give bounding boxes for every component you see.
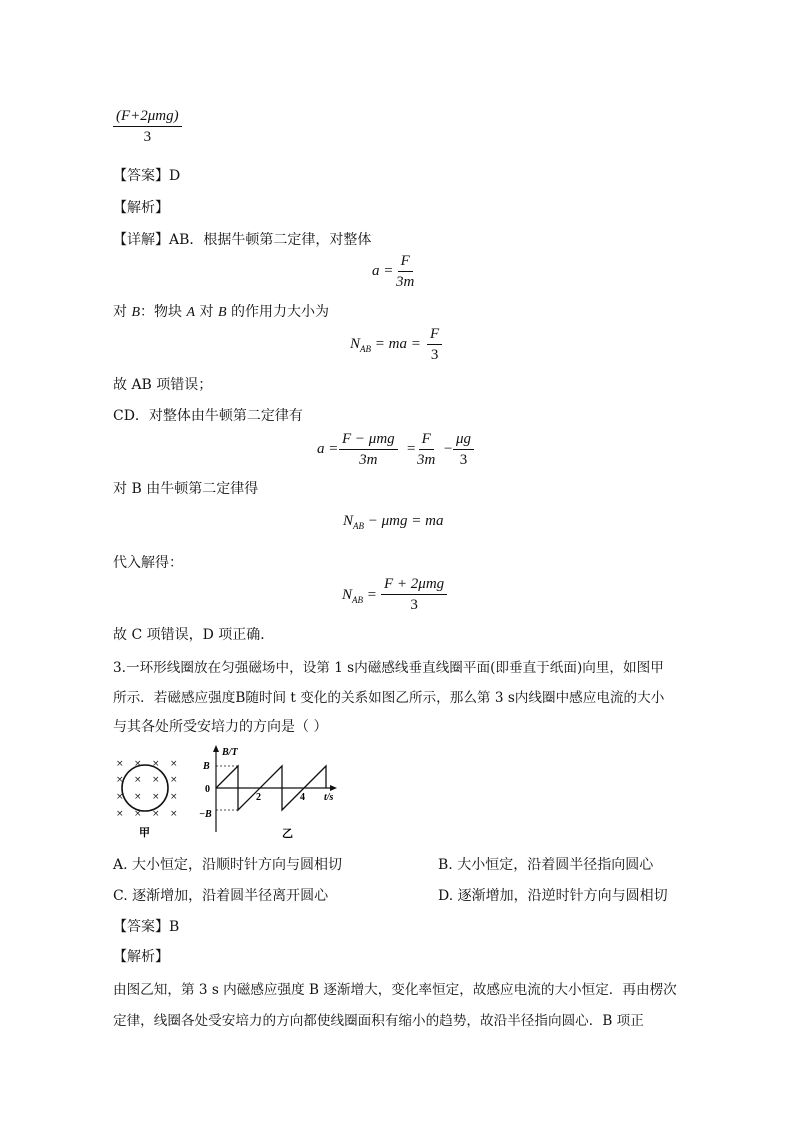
svg-text:×: ×: [152, 775, 160, 785]
svg-text:×: ×: [116, 809, 124, 819]
eq2-mid: = ma =: [371, 336, 421, 352]
eq3-fraction-2: [417, 431, 435, 468]
top-fraction-numerator: (F+2μmg): [113, 108, 182, 127]
equation-1: [372, 254, 394, 279]
top-fraction: [113, 108, 182, 145]
eq2-lhs: N: [350, 336, 361, 352]
svg-text:×: ×: [134, 759, 142, 769]
q3-stem-line-2: 所示．若磁感应强度B随时间 t 变化的关系如图乙所示，那么第 3 s内线圈中感应电流的大小: [113, 690, 665, 706]
detail-label: 【详解】: [113, 232, 169, 248]
option-a: A. 大小恒定，沿顺时针方向与圆相切: [113, 857, 343, 873]
svg-text:×: ×: [134, 775, 142, 785]
q3-stem-line-3: 与其各处所受安培力的方向是（ ）: [113, 719, 328, 735]
eq3-num2: F: [419, 431, 434, 450]
line-b-B2: B: [217, 305, 227, 320]
eq1-lhs: a =: [372, 263, 394, 279]
eq2-num: F: [427, 326, 442, 345]
figure-jia-caption: 甲: [139, 826, 150, 839]
svg-text:×: ×: [152, 792, 160, 802]
q2-ab-wrong: 故 AB 项错误；: [113, 377, 213, 393]
eq4-sub: AB: [353, 521, 365, 531]
equation-5: [342, 587, 377, 605]
eq3-num1: F − μmg: [339, 431, 398, 450]
svg-text:×: ×: [116, 775, 124, 785]
q2-cd-line: CD．对整体由牛顿第二定律有: [113, 408, 303, 424]
equation-2: [350, 336, 421, 354]
eq3-den3: 3: [459, 452, 468, 468]
eq4-lhs: N: [343, 513, 354, 529]
eq5-den: 3: [410, 597, 418, 613]
line-b-mid2: 对: [195, 304, 218, 320]
eq3-fraction-3: [453, 431, 474, 468]
equation-4: [343, 513, 443, 531]
svg-text:×: ×: [170, 775, 178, 785]
svg-text:×: ×: [170, 809, 178, 819]
q3-stem-line-1: 3.一环形线圈放在匀强磁场中，设第 1 s内磁感线垂直线圈平面(即垂直于纸面)向里，如图甲: [113, 660, 664, 676]
eq3-den2: 3m: [417, 452, 436, 468]
eq3-equals: =: [406, 441, 417, 457]
eq5-num: F + 2μmg: [381, 576, 447, 595]
svg-text:×: ×: [170, 792, 178, 802]
q2-conclusion: 故 C 项错误，D 项正确．: [113, 627, 275, 643]
q3-answer-label: 【答案】: [113, 919, 169, 935]
eq4-rest: − μmg = ma: [364, 513, 444, 529]
y-axis-arrow: [213, 745, 219, 752]
tick-2: 2: [256, 792, 261, 803]
figure-jia: [110, 752, 190, 842]
svg-text:×: ×: [116, 792, 124, 802]
q3-analysis-line-1: 由图乙知，第 3 s 内磁感应强度 B 逐渐增大，变化率恒定，故感应电流的大小恒定．再由楞次: [113, 982, 677, 998]
tick-negB: −B: [199, 809, 212, 820]
tick-4: 4: [300, 792, 305, 803]
q3-answer: [113, 916, 179, 936]
top-fraction-denominator: 3: [143, 129, 152, 145]
q3-analysis-label: 【解析】: [113, 949, 169, 965]
eq2-fraction: [427, 326, 442, 363]
q2-substitute: 代入解得：: [113, 555, 183, 571]
svg-text:×: ×: [116, 759, 124, 769]
eq3-num3: μg: [453, 431, 474, 450]
line-b-prefix: 对: [113, 304, 132, 320]
line-b-A: A: [186, 305, 196, 320]
eq3-lhs: a =: [317, 441, 339, 457]
q2-analysis-label: 【解析】: [113, 200, 169, 216]
detail-text: AB．根据牛顿第二定律，对整体: [169, 232, 372, 248]
eq5-fraction: [381, 576, 447, 613]
q3-analysis-line-2: 定律，线圈各处受安培力的方向都使线圈面积有缩小的趋势，故沿半径指向圆心．B 项正: [113, 1013, 644, 1029]
figure-yi-caption: 乙: [282, 827, 293, 840]
eq5-mid: =: [363, 587, 377, 603]
option-b: B. 大小恒定，沿着圆半径指向圆心: [438, 857, 654, 873]
y-axis-label: B/T: [222, 747, 238, 758]
option-d: D. 逐渐增加，沿逆时针方向与圆相切: [438, 888, 668, 904]
eq5-sub: AB: [352, 595, 364, 605]
q3-answer-value: B: [169, 919, 180, 935]
answer-label: 【答案】: [113, 168, 169, 184]
eq2-den: 3: [430, 347, 439, 363]
line-b-suffix: 的作用力大小为: [226, 304, 329, 320]
coil-ring: [122, 765, 168, 811]
equation-3: [317, 441, 338, 458]
q2-line-b: [113, 301, 329, 321]
tick-B: B: [203, 761, 210, 772]
line-b-B: B: [131, 305, 141, 320]
eq3-minus: −: [443, 441, 454, 457]
svg-text:×: ×: [152, 759, 160, 769]
svg-text:×: ×: [170, 759, 178, 769]
svg-text:×: ×: [152, 809, 160, 819]
svg-text:×: ×: [134, 792, 142, 802]
x-axis-arrow: [330, 785, 337, 791]
eq2-sub: AB: [360, 344, 372, 354]
eq1-den: 3m: [396, 274, 415, 290]
q2-b-line: 对 B 由牛顿第二定律得: [113, 481, 259, 497]
figure-yi: [196, 744, 346, 844]
q2-answer: [113, 165, 180, 185]
tick-0: 0: [205, 784, 210, 795]
option-c: C. 逐渐增加，沿着圆半径离开圆心: [113, 888, 329, 904]
svg-text:×: ×: [134, 809, 142, 819]
eq1-num: F: [398, 253, 413, 272]
eq3-den1: 3m: [359, 452, 378, 468]
eq3-fraction-1: [339, 431, 398, 468]
line-b-mid: ：物块: [140, 304, 187, 320]
answer-value: D: [169, 168, 181, 184]
q2-detail: [113, 229, 371, 249]
eq1-fraction: [396, 253, 414, 290]
x-axis-label: t/s: [324, 792, 334, 803]
eq5-lhs: N: [342, 587, 353, 603]
